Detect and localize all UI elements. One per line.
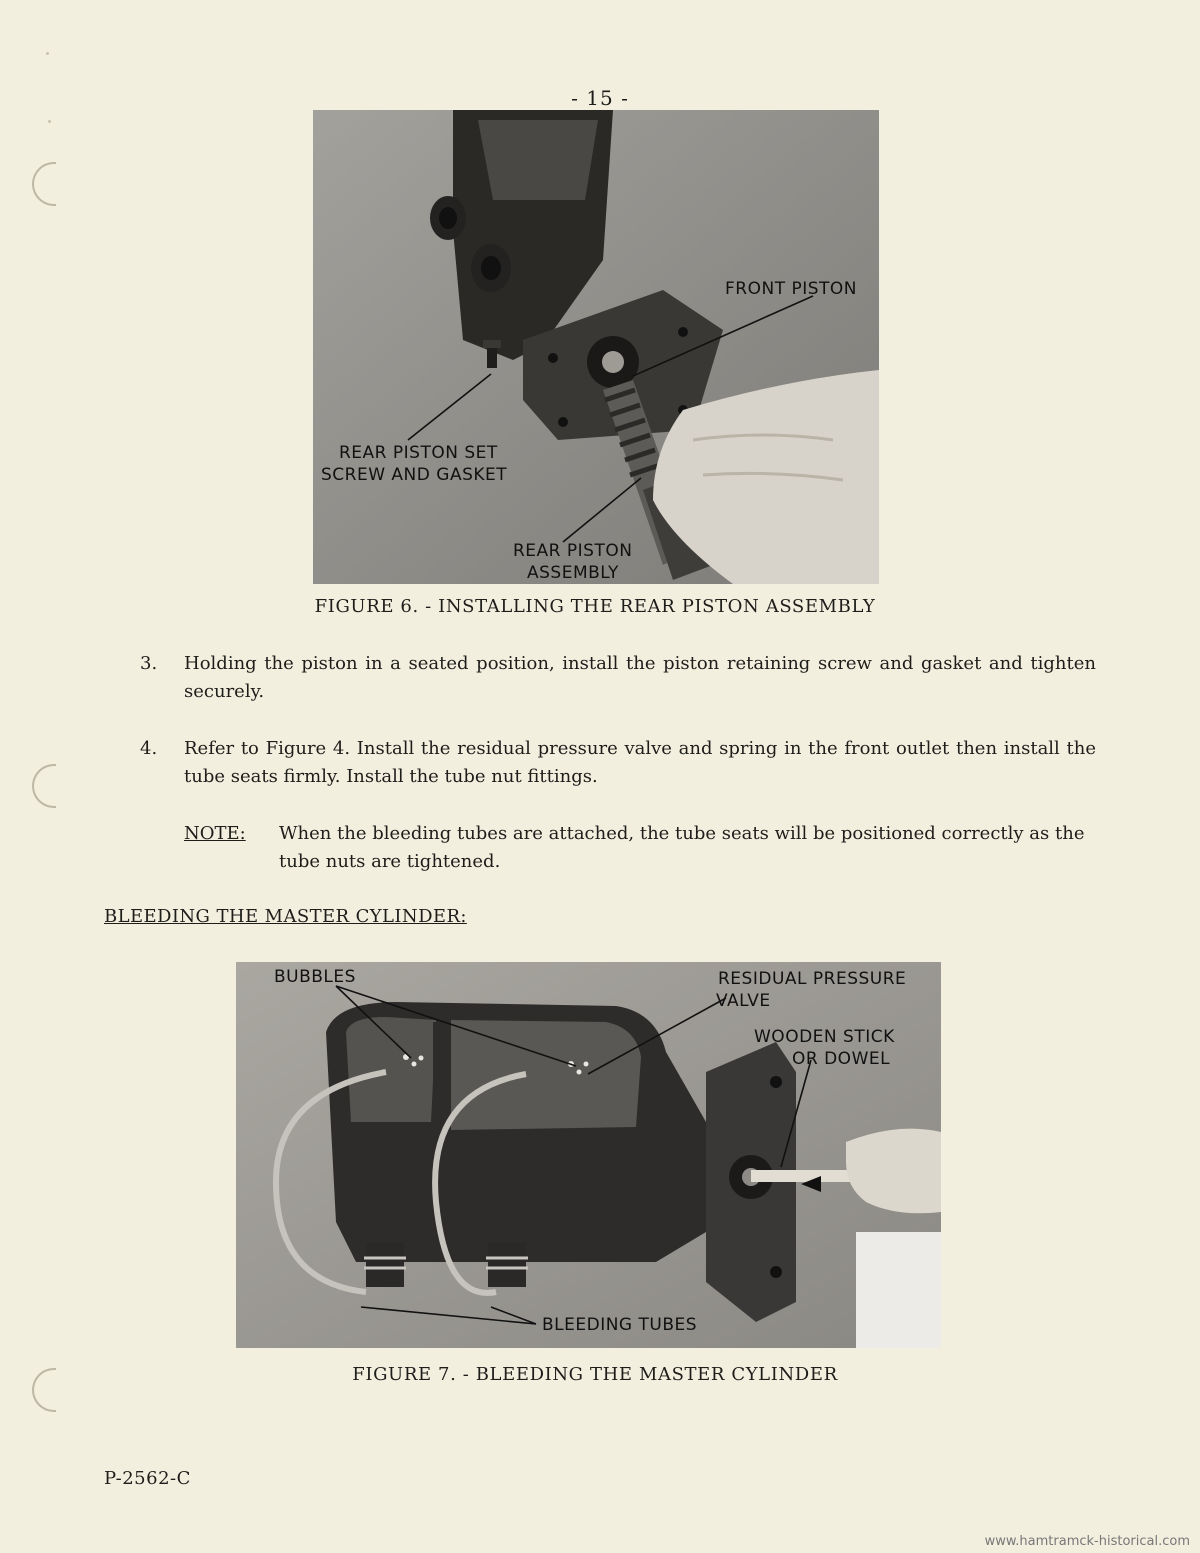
figure-6-photo bbox=[313, 110, 879, 584]
residual-valve-label: VALVE bbox=[716, 991, 771, 1011]
document-code: P-2562-C bbox=[104, 1468, 191, 1489]
paper-speck bbox=[46, 52, 49, 55]
binder-hole bbox=[32, 1368, 56, 1412]
bubbles-label: BUBBLES bbox=[274, 967, 356, 987]
set-screw-label: SCREW AND GASKET bbox=[321, 465, 508, 485]
figure-7-illustration bbox=[236, 962, 941, 1348]
rear-piston-label: ASSEMBLY bbox=[527, 563, 619, 583]
note-label: NOTE: bbox=[184, 823, 246, 844]
figure-7-caption: FIGURE 7. - BLEEDING THE MASTER CYLINDER bbox=[352, 1364, 838, 1385]
figure-6-illustration bbox=[313, 110, 879, 584]
step-number: 4. bbox=[140, 738, 158, 759]
figure-7-photo bbox=[236, 962, 941, 1348]
section-heading: BLEEDING THE MASTER CYLINDER: bbox=[104, 906, 467, 927]
step-text: Holding the piston in a seated position, install the piston retaining screw and gasket and tighten securely. bbox=[184, 653, 1096, 702]
site-watermark: www.hamtramck-historical.com bbox=[984, 1534, 1190, 1549]
paper-speck bbox=[48, 120, 51, 123]
residual-valve-label: RESIDUAL PRESSURE bbox=[718, 969, 907, 989]
step-number: 3. bbox=[140, 653, 158, 674]
step-4 bbox=[140, 735, 1100, 791]
step-3 bbox=[140, 650, 1100, 706]
step-text: Refer to Figure 4. Install the residual pressure valve and spring in the front outlet then install the tube seats firmly. Install the tube nut fittings. bbox=[184, 738, 1096, 787]
wooden-stick-label: WOODEN STICK bbox=[754, 1027, 895, 1047]
bleeding-tubes-label: BLEEDING TUBES bbox=[542, 1315, 698, 1335]
binder-hole bbox=[32, 162, 56, 206]
rear-piston-label: REAR PISTON bbox=[513, 541, 633, 561]
binder-hole bbox=[32, 764, 56, 808]
set-screw-label: REAR PISTON SET bbox=[339, 443, 498, 463]
note-text: When the bleeding tubes are attached, the tube seats will be positioned correctly as the tube nuts are tightened. bbox=[279, 823, 1085, 872]
figure-6-caption: FIGURE 6. - INSTALLING THE REAR PISTON ASSEMBLY bbox=[314, 596, 876, 617]
page-number: - 15 - bbox=[571, 86, 629, 110]
front-piston-label: FRONT PISTON bbox=[725, 279, 858, 299]
wooden-stick-label: OR DOWEL bbox=[792, 1049, 891, 1069]
